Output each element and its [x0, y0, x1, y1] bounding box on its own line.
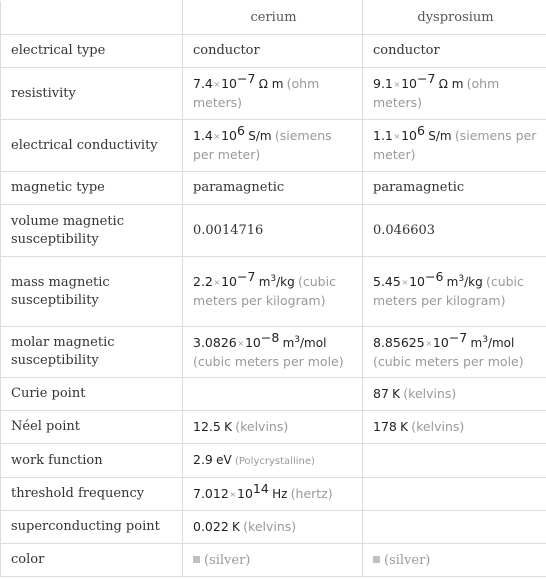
times-sign: × — [237, 337, 244, 350]
times-sign: × — [213, 79, 221, 91]
unit-name: (siemens per meter) — [193, 128, 332, 162]
cerium-value — [183, 257, 363, 327]
times-sign: × — [213, 277, 221, 289]
exponent: −7 — [448, 329, 468, 345]
row-label: threshold frequency — [1, 478, 183, 511]
unit: Hz — [272, 486, 288, 501]
exponent: −7 — [237, 269, 256, 284]
value: 87 — [373, 386, 389, 401]
value: 178 — [373, 419, 397, 434]
dysprosium-value — [363, 544, 546, 577]
row-neel-point — [1, 411, 546, 444]
cerium-value — [183, 327, 363, 378]
unit-name: (hertz) — [290, 485, 333, 501]
dysprosium-value — [363, 444, 546, 478]
exponent: 6 — [237, 123, 245, 138]
cerium-value — [183, 444, 363, 478]
unit: S/m — [428, 129, 452, 143]
unit: K — [400, 420, 408, 434]
base: 10 — [221, 128, 238, 143]
cerium-value — [183, 511, 363, 544]
unit-name: (kelvins) — [411, 419, 465, 434]
row-label: mass magnetic susceptibility — [1, 257, 183, 327]
mantissa: 3.0826 — [193, 334, 237, 350]
base: 10 — [221, 274, 238, 289]
cerium-value — [183, 120, 363, 172]
mantissa: 5.45 — [373, 274, 401, 289]
dysprosium-value: conductor — [363, 35, 546, 68]
row-label: molar magnetic susceptibility — [1, 327, 183, 378]
row-curie-point — [1, 378, 546, 411]
dysprosium-value — [363, 257, 546, 327]
dysprosium-value — [363, 478, 546, 511]
row-resistivity — [1, 68, 546, 120]
unit-name: (cubic meters per mole) — [193, 353, 344, 369]
header-dysprosium: dysprosium — [363, 1, 546, 35]
times-sign: × — [393, 131, 401, 143]
value: 2.9 — [193, 451, 213, 467]
unit: K — [392, 387, 401, 401]
row-label: electrical type — [1, 35, 183, 68]
dysprosium-value — [363, 68, 546, 120]
color-swatch — [193, 556, 200, 563]
dysprosium-value — [363, 411, 546, 444]
header-row — [1, 1, 546, 35]
dysprosium-value — [363, 327, 546, 378]
times-sign: × — [425, 337, 432, 350]
dysprosium-value — [363, 511, 546, 544]
unit-name: (kelvins) — [403, 386, 457, 401]
color-swatch — [373, 556, 380, 563]
unit-name: (ohm meters) — [373, 76, 500, 110]
cerium-value: paramagnetic — [183, 172, 363, 205]
row-label: color — [1, 544, 183, 577]
exponent: −8 — [260, 329, 280, 345]
row-electrical-type — [1, 35, 546, 68]
row-color — [1, 544, 546, 577]
header-cerium: cerium — [183, 1, 363, 35]
row-volume-magnetic-susceptibility — [1, 205, 546, 257]
base: 10 — [401, 128, 418, 143]
cerium-value — [183, 478, 363, 511]
mantissa: 7.4 — [193, 76, 213, 91]
unit: Ω m — [438, 77, 464, 91]
cerium-value: conductor — [183, 35, 363, 68]
row-label: volume magnetic susceptibility — [1, 205, 183, 257]
color-text: (silver) — [204, 552, 251, 568]
row-threshold-frequency — [1, 478, 546, 511]
value: 12.5 — [193, 419, 221, 434]
note: (Polycrystalline) — [234, 455, 315, 467]
mantissa: 8.85625 — [373, 334, 425, 350]
color-text: (silver) — [384, 552, 431, 568]
unit: $m^3$/mol — [470, 334, 515, 350]
cerium-value — [183, 411, 363, 444]
base: 10 — [432, 334, 449, 350]
base: 10 — [221, 76, 238, 91]
times-sign: × — [401, 277, 409, 289]
mantissa: 1.1 — [373, 128, 393, 143]
cerium-value: 0.0014716 — [183, 205, 363, 257]
row-label: resistivity — [1, 68, 183, 120]
header-empty-cell — [1, 1, 183, 35]
row-label: Néel point — [1, 411, 183, 444]
base: 10 — [237, 485, 253, 501]
times-sign: × — [213, 131, 221, 143]
row-label: Curie point — [1, 378, 183, 411]
mantissa: 1.4 — [193, 128, 213, 143]
row-label: magnetic type — [1, 172, 183, 205]
row-molar-magnetic-susceptibility — [1, 327, 546, 378]
base: 10 — [244, 334, 261, 350]
unit-name: (kelvins) — [243, 519, 297, 534]
row-electrical-conductivity — [1, 120, 546, 172]
unit: eV — [216, 452, 232, 467]
base: 10 — [409, 274, 425, 289]
dysprosium-value: paramagnetic — [363, 172, 546, 205]
exponent: −7 — [417, 71, 436, 86]
exponent: 14 — [252, 480, 269, 496]
unit-name: (kelvins) — [235, 419, 289, 434]
unit: K — [224, 420, 232, 434]
cerium-value — [183, 544, 363, 577]
mantissa: 7.012 — [193, 485, 229, 501]
exponent: 6 — [417, 123, 425, 138]
times-sign: × — [229, 488, 237, 501]
unit: K — [232, 520, 240, 534]
cerium-value — [183, 68, 363, 120]
unit-name: (cubic meters per mole) — [373, 353, 524, 369]
mantissa: 9.1 — [373, 76, 393, 91]
mantissa: 2.2 — [193, 274, 213, 289]
row-label: superconducting point — [1, 511, 183, 544]
unit: Ω m — [258, 77, 284, 91]
base: 10 — [401, 76, 418, 91]
exponent: −7 — [237, 71, 256, 86]
unit: $m^3$/mol — [282, 334, 327, 350]
row-work-function — [1, 444, 546, 478]
dysprosium-value — [363, 378, 546, 411]
dysprosium-value — [363, 120, 546, 172]
unit-name: (cubic meters per kilogram) — [193, 274, 336, 308]
unit-name: (ohm meters) — [193, 76, 320, 110]
exponent: −6 — [424, 269, 444, 284]
dysprosium-value: 0.046603 — [363, 205, 546, 257]
row-superconducting-point — [1, 511, 546, 544]
unit: $m^3/kg$ — [446, 274, 483, 289]
unit: $m^3/kg$ — [258, 274, 295, 289]
times-sign: × — [393, 79, 401, 91]
row-magnetic-type — [1, 172, 546, 205]
row-mass-magnetic-susceptibility — [1, 257, 546, 327]
row-label: electrical conductivity — [1, 120, 183, 172]
unit: S/m — [248, 129, 272, 143]
value: 0.022 — [193, 519, 229, 534]
unit-name: (cubic meters per kilogram) — [373, 274, 524, 308]
unit-name: (siemens per meter) — [373, 128, 537, 162]
cerium-value — [183, 378, 363, 411]
row-label: work function — [1, 444, 183, 478]
